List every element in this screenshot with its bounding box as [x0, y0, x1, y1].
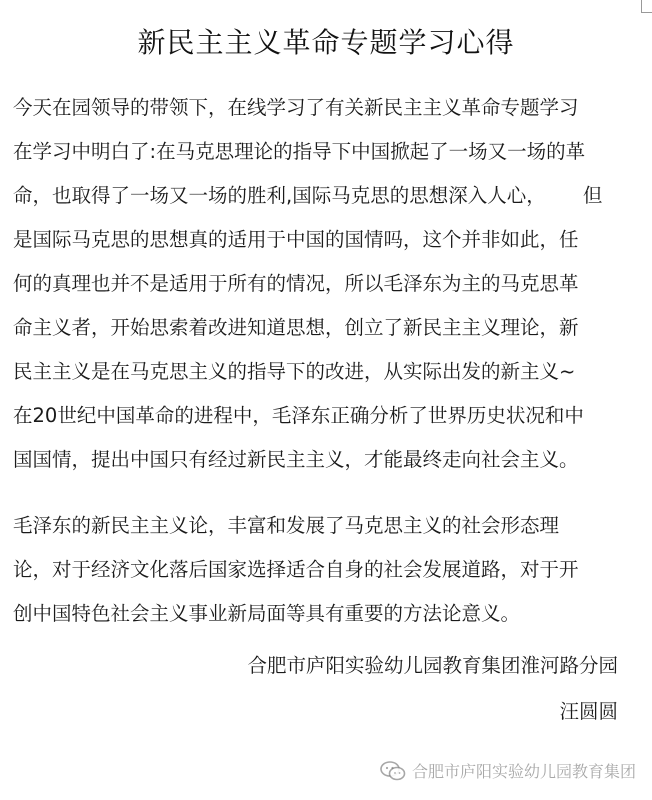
body-line: 命，也取得了一场又一场的胜利,国际马克思的思想深入人心， 但: [13, 184, 603, 207]
organization-signature: 合肥市庐阳实验幼儿园教育集团淮河路分园: [247, 654, 618, 677]
wechat-watermark: [380, 759, 636, 782]
author-signature: 汪圆圆: [559, 700, 618, 723]
body-line: 毛泽东的新民主主义论，丰富和发展了马克思主义的社会形态理: [13, 514, 560, 537]
body-line: 国国情，提出中国只有经过新民主主义，才能最终走向社会主义。: [13, 448, 579, 471]
body-line: 创中国特色社会主义事业新局面等具有重要的方法论意义。: [13, 602, 521, 625]
body-line: 在学习中明白了:在马克思理论的指导下中国掀起了一场又一场的革: [13, 140, 586, 163]
body-line: 在20世纪中国革命的进程中，毛泽东正确分析了世界历史状况和中: [13, 404, 584, 427]
body-line: 何的真理也并不是适用于所有的情况，所以毛泽东为主的马克思革: [13, 272, 579, 295]
document-title: 新民主主义革命专题学习心得: [137, 26, 515, 59]
wechat-icon: [380, 761, 406, 781]
body-line: 命主义者，开始思索着改进知道思想，创立了新民主主义理论，新: [13, 316, 579, 339]
body-line: 今天在园领导的带领下，在线学习了有关新民主主义革命专题学习: [13, 96, 579, 119]
body-line: 论，对于经济文化落后国家选择适合自身的社会发展道路，对于开: [13, 558, 579, 581]
watermark-text: 合肥市庐阳实验幼儿园教育集团: [411, 762, 636, 781]
body-line: 民主主义是在马克思主义的指导下的改进，从实际出发的新主义~: [13, 360, 576, 383]
page-corner-mark: [641, 0, 652, 13]
body-line: 是国际马克思的思想真的适用于中国的国情吗，这个并非如此，任: [13, 228, 579, 251]
